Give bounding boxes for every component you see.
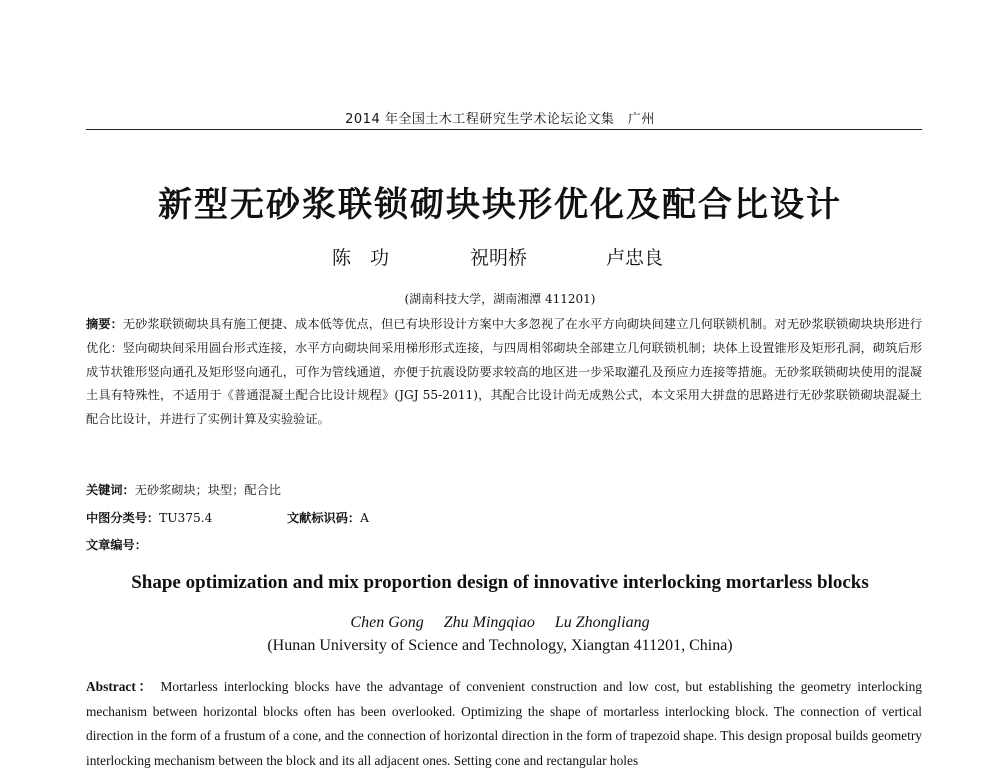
running-head: 2014 年全国土木工程研究生学术论坛论文集 广州 — [345, 112, 655, 127]
keywords-cn-text: 无砂浆砌块；块型；配合比 — [134, 483, 281, 497]
abstract-cn-label: 摘要： — [86, 317, 123, 331]
author-en-3: Lu Zhongliang — [554, 614, 650, 631]
header-rule — [86, 129, 922, 130]
classification-value: TU375.4 — [159, 511, 213, 525]
authors-en — [0, 614, 1000, 632]
article-number — [86, 536, 147, 553]
paper-title-cn: 新型无砂浆联锁砌块块形优化及配合比设计 — [158, 185, 842, 225]
abstract-en-text: Mortarless interlocking blocks have the advantage of convenient construction and low cost, but establishing the geometry interlocking mechanism between horizontal blocks often has been overlooked. Optimizing the shape of mortarless interlocking block. The connection of vertical direction in the form of a frustum of a cone, and the connection of horizontal direction in the form of trapezoid shape. This design proposal builds geometry interlocking mechanism between the block and its all adjacent ones. Setting cone and rectangular holes — [86, 679, 922, 768]
classification-number — [86, 509, 212, 526]
document-code — [287, 509, 369, 526]
affiliation-en: (Hunan University of Science and Technology, Xiangtan 411201, China) — [267, 637, 733, 654]
author-cn-3: 卢忠良 — [606, 247, 664, 269]
abstract-cn — [86, 313, 922, 432]
abstract-en — [86, 675, 922, 773]
paper-title-en: Shape optimization and mix proportion design of innovative interlocking mortarless blocks — [131, 572, 869, 593]
affiliation-cn: (湖南科技大学，湖南湘潭 411201) — [404, 292, 596, 306]
classification-label: 中图分类号： — [86, 511, 160, 525]
document-code-label: 文献标识码： — [287, 511, 361, 525]
document-code-value: A — [360, 511, 369, 525]
abstract-en-label: Abstract： — [86, 679, 155, 694]
keywords-cn — [86, 481, 281, 498]
author-cn-2: 祝明桥 — [470, 247, 528, 269]
author-cn-1: 陈 功 — [332, 247, 390, 269]
author-en-1: Chen Gong — [350, 614, 424, 631]
author-en-2: Zhu Mingqiao — [443, 614, 535, 631]
keywords-cn-label: 关键词： — [86, 483, 135, 497]
abstract-cn-text: 无砂浆联锁砌块具有施工便捷、成本低等优点，但已有块形设计方案中大多忽视了在水平方向砌块间建立几何联锁机制。对无砂浆联锁砌块块形进行优化：竖向砌块间采用圆台形式连接，水平方向砌块间采用梯形形式连接，与四周相邻砌块全部建立几何联锁机制；块体上设置锥形及矩形孔洞，砌筑后形成节状锥形竖向通孔及矩形竖向通孔，可作为管线通道，亦便于抗震设防要求较高的地区进一步采取灌孔及预应力连接等措施。无砂浆联锁砌块使用的混凝土具有特殊性，不适用于《普通混凝土配合比设计规程》(JGJ 55-2011)，其配合比设计尚无成熟公式，本文采用大拼盘的思路进行无砂浆联锁砌块混凝土配合比设计，并进行了实例计算及实验验证。 — [86, 317, 923, 427]
article-number-label: 文章编号： — [86, 538, 147, 552]
